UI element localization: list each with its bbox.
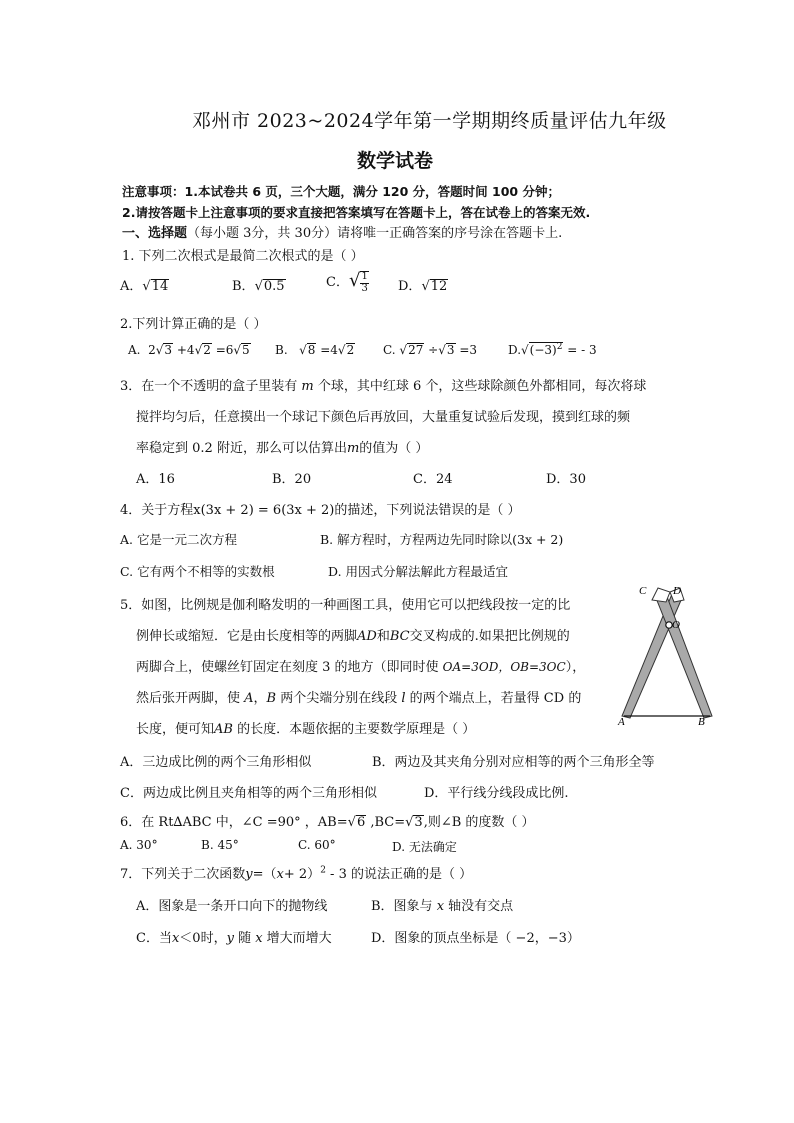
q2-a-radicand: 3 [164,343,173,357]
q5-line-5 [136,718,475,737]
q2-a-radicand: 5 [242,343,250,357]
leg-bc [656,594,712,718]
q6-radicand: 6 [356,815,366,830]
q7-var-x: x [255,931,263,946]
sqrt-symbol: √ [421,279,430,294]
q2-c-label: C. [383,343,396,357]
q7-option-d: D．图象的顶点坐标是（ −2，−3） [371,931,580,946]
q2-a-part: +4 [173,343,195,357]
q4-option-d: D. 用因式分解法解此方程最适宜 [328,564,509,579]
q7-var-x: x [436,899,445,914]
q5-text: 例伸长或缩短．它是由长度相等的两脚 [136,629,358,644]
sqrt-symbol: √ [233,343,242,357]
q2-d-base: (−3) [529,343,557,357]
q6-option-c: C. 60° [298,838,336,852]
q5-line-1: 5．如图，比例规是伽利略发明的一种画图工具，使用它可以把线段按一定的比 [120,598,571,613]
notice-text-1: 1.本试卷共 6 页，三个大题，满分 120 分，答题时间 100 分钟； [184,184,560,199]
q7-text: - 3 的说法正确的是（ ） [325,867,473,882]
q2-stem: 2.下列计算正确的是（ ） [120,317,267,332]
fig-label-b: B [698,716,705,728]
q1-option-c [326,270,369,294]
q5-text: ， [253,691,267,706]
q6-option-d: D. 无法确定 [392,840,457,854]
q2-b-radicand: 2 [346,343,355,357]
q5-text: 交叉构成的.如果把比例规的 [409,629,570,644]
sqrt-symbol: √ [348,270,361,291]
q3-var-m: m [346,441,360,456]
q1-d-label: D． [398,279,422,294]
q5-option-c: C．两边成比例且夹角相等的两个三角形相似 [120,786,377,801]
q5-var: BC [389,629,410,644]
fig-label-o: O [672,619,680,631]
q6-text: ,BC= [366,815,406,830]
sqrt-symbol: √ [254,279,263,294]
q2-a-part: 2 [148,343,156,357]
q3-text: 率稳定到 0.2 附近，那么可以估算出 [136,441,347,456]
q6-option-a: A. 30° [120,838,158,852]
q5-text: 的两个端点上，若量得 CD 的 [405,691,582,706]
q5-option-a: A．三边成比例的两个三角形相似 [120,755,312,770]
sqrt-symbol: √ [299,343,307,357]
q7-text: 增大而增大 [262,931,332,946]
q7-exponent: 2 [320,865,326,876]
q7-text: C．当 [136,931,172,946]
q6-option-b: B. 45° [201,838,239,852]
q2-c-radicand: 3 [446,343,455,357]
q5-line-3 [136,656,585,675]
q1-a-radicand: 14 [151,279,169,294]
q4-option-a: A. 它是一元二次方程 [120,532,237,547]
q7-text: =（ [252,867,277,882]
q2-b-radicand: 8 [307,343,316,357]
q1-option-a [120,275,169,294]
q5-option-d: D．平行线分线段成比例. [424,786,569,801]
q2-d-radicand [529,342,564,357]
q7-option-b [371,895,513,914]
q1-d-radicand: 12 [430,279,448,294]
q1-b-label: B． [232,279,255,294]
notice-line-1 [122,182,560,200]
q2-d-label: D. [508,343,522,357]
q4-option-c: C. 它有两个不相等的实数根 [120,564,275,579]
q3-line-1 [120,375,646,394]
sqrt-symbol: √ [405,815,414,830]
q5-text: 长度，便可知 [136,722,215,737]
cap-c [652,588,670,602]
section-1-desc: （每小题 3分，共 30分）请将唯一正确答案的序号涂在答题卡上. [187,226,563,241]
q5-text: 两个尖端分别在线段 [276,691,402,706]
sqrt-symbol: √ [142,279,151,294]
q1-b-radicand: 0.5 [263,279,285,294]
q5-text: 和 [376,629,390,644]
q5-var: AB [214,722,233,737]
sqrt-symbol: √ [399,343,408,357]
q2-d-exponent: 2 [556,342,563,352]
q5-text: 的长度．本题依据的主要数学原理是（ ） [232,722,476,737]
q1-c-numerator: 1 [361,271,368,282]
q4-option-b: B. 解方程时，方程两边先同时除以(3x + 2) [320,532,564,547]
q3-option-c: C．24 [413,472,453,487]
q7-var-y: y [245,867,253,882]
q5-equation: OA=3OD，OB=3OC [442,660,566,674]
fig-label-d: D [673,585,681,597]
q3-text: 个球，其中红球 6 个，这些球除颜色外都相同，每次将球 [313,379,647,394]
q1-c-label: C． [326,275,349,290]
q7-text: ＜0时， [179,931,227,946]
q5-var: l [401,691,406,706]
exam-subtitle: 数学试卷 [357,150,434,172]
sqrt-symbol: √ [194,343,203,357]
q5-text: ）， [565,660,586,675]
q6-text: 6．在 Rt∆ABC 中，∠C =90° ，AB= [120,815,348,830]
q7-text: 随 [233,931,256,946]
q2-b-label: B. [275,343,288,357]
q2-d-part: = - 3 [563,343,597,357]
q5-text: 然后张开两脚，使 [136,691,245,706]
q2-c-radicand: 27 [408,343,424,357]
section-1-label: 一、选择题 [122,226,188,241]
q3-line-3 [136,437,428,456]
q5-line-4 [136,687,581,706]
q3-text: 的值为（ ） [359,441,429,456]
q3-line-2: 搅拌均匀后，任意摸出一个球记下颜色后再放回，大量重复试验后发现，摸到红球的频 [136,410,631,425]
q6-radicand: 3 [414,815,423,830]
q3-option-a: A．16 [136,472,175,487]
q7-var-x: x [171,931,180,946]
q5-text: 两脚合上，使螺丝钉固定在刻度 3 的地方（即同时使 [136,660,443,675]
q7-stem [120,863,472,882]
q1-option-b [232,275,286,294]
q7-var-x: x [276,867,284,882]
q2-option-c [383,343,477,357]
q7-option-c [136,927,332,946]
notice-label: 注意事项： [122,184,185,199]
q7-var-y: y [226,931,234,946]
sqrt-symbol: √ [438,343,446,357]
sqrt-symbol: √ [337,343,346,357]
q1-a-label: A． [120,279,143,294]
q7-text: + 2） [283,867,321,882]
q2-c-part: =3 [455,343,478,357]
q3-option-d: D．30 [546,472,586,487]
q5-line-2 [136,625,570,644]
sqrt-symbol: √ [155,343,164,357]
q3-text: 3．在一个不透明的盒子里装有 [120,379,302,394]
q2-option-d [508,342,597,357]
notice-line-2: 2.请按答题卡上注意事项的要求直接把答案填写在答题卡上，答在试卷上的答案无效. [122,205,591,220]
q2-a-radicand: 2 [203,343,211,357]
q3-var-m: m [301,379,314,394]
q5-var: B [266,691,277,706]
section-1-header [122,222,562,241]
q1-stem: 1. 下列二次根式是最简二次根式的是（ ） [122,249,364,264]
q7-text: 7．下列关于二次函数 [120,867,246,882]
q2-option-b [275,343,355,357]
exam-title: 邓州市 2023~2024学年第一学期期终质量评估九年级 [192,110,667,132]
q4-stem: 4．关于方程x(3x + 2) = 6(3x + 2)的描述，下列说法错误的是（ ） [120,503,521,518]
fig-label-c: C [639,585,647,597]
proportional-compass-figure [612,578,724,728]
q3-option-b: B．20 [272,472,312,487]
q2-c-part: ÷ [424,343,439,357]
q5-var: AD [357,629,377,644]
q6-text: ,则∠B 的度数（ ） [423,815,535,830]
q2-b-part: =4 [316,343,338,357]
q7-text: 轴没有交点 [444,899,514,914]
q7-text: B．图象与 [371,899,437,914]
q5-var: A [244,691,254,706]
q2-a-label: A. [128,343,141,357]
q1-option-d [398,275,448,294]
q7-option-a: A．图象是一条开口向下的抛物线 [136,899,328,914]
sqrt-symbol: √ [347,815,356,830]
sqrt-symbol: √ [521,343,529,357]
q1-c-denominator: 3 [361,282,368,294]
q1-c-fraction [360,271,368,294]
q2-option-a [128,343,251,357]
q2-a-part: =6 [211,343,234,357]
q6-stem [120,811,535,830]
fig-label-a: A [618,716,625,728]
q5-option-b: B．两边及其夹角分别对应相等的两个三角形全等 [372,755,655,770]
